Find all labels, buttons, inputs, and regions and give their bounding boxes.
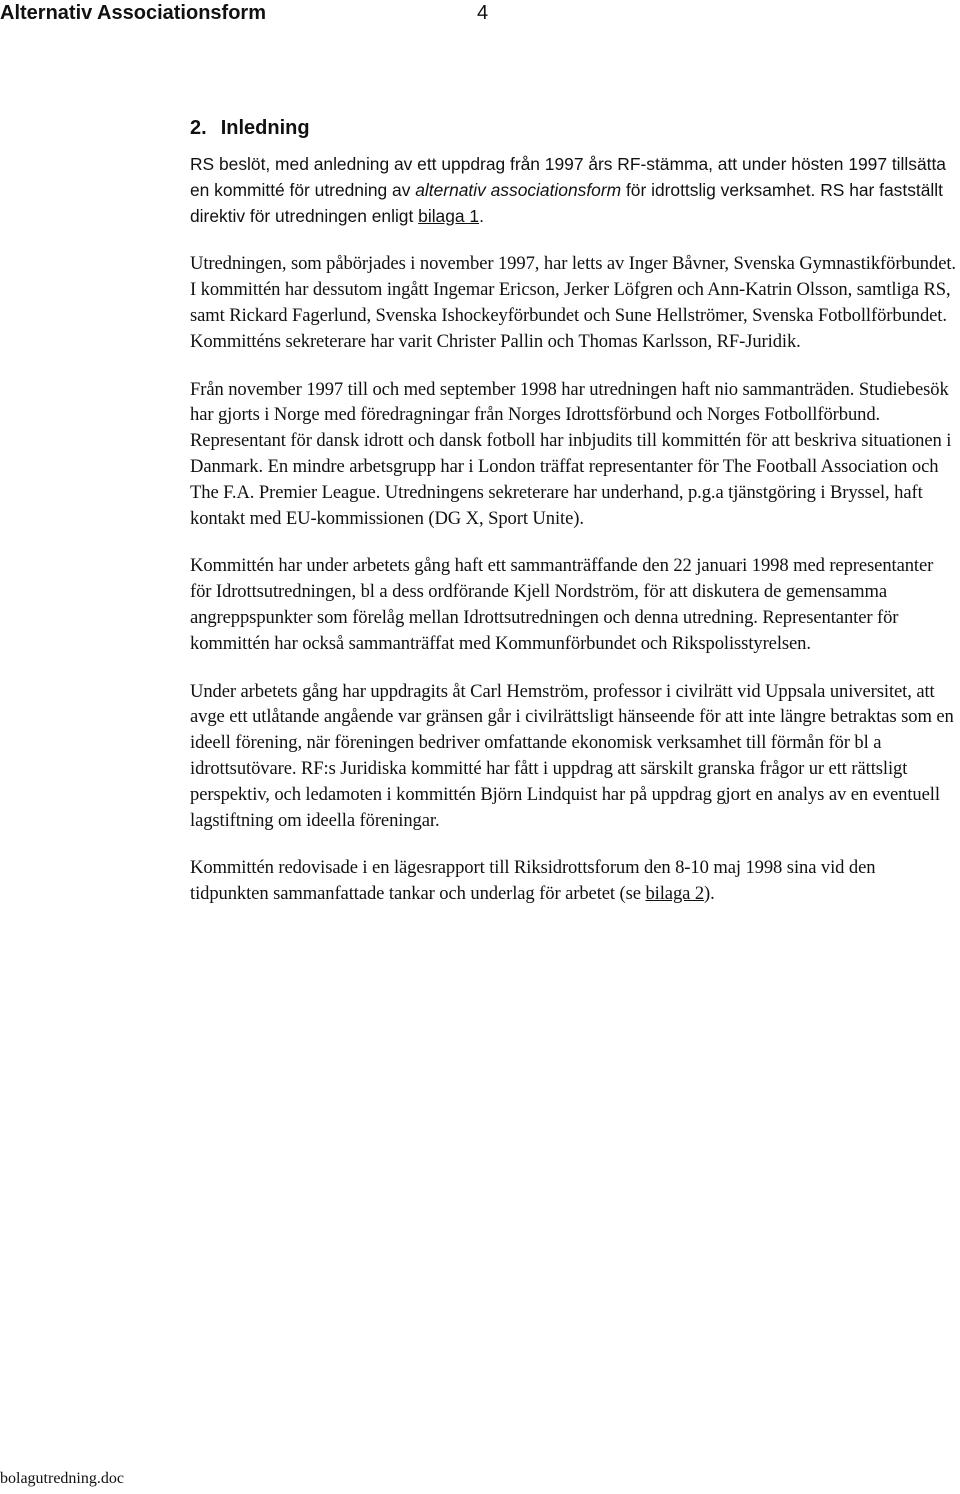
paragraph-idrottsutredningen: Kommittén har under arbetets gång haft ett sammanträffande den 22 januari 1998 med representanter för Idrottsutredningen, bl a dess ordförande Kjell Nordström, för att diskutera de gemensamma angreppspunkter som förelåg mellan Idrottsutredningen och denna utredning. Representanter för kommittén har också sammanträffat med Kommunförbundet och Rikspolisstyrelsen. — [190, 555, 934, 654]
page-header — [0, 0, 489, 28]
paragraph-text: för idrottslig verksamhet. RS har fastställt direktiv för utredningen enligt — [190, 179, 943, 226]
bilaga-1-link[interactable]: bilaga 1 — [418, 205, 480, 226]
document-body — [190, 152, 956, 929]
paragraph-committee: Utredningen, som påbörjades i november 1997, har letts av Inger Båvner, Svenska Gymnastikförbundet. I kommittén har dessutom ingått Ingemar Ericson, Jerker Löfgren och Ann-Katrin Olsson, samtliga RS, samt Rickard Fagerlund, Svenska Ishockeyförbundet och Sune Hellströmer, Svenska Fotbollförbundet. Kommitténs sekreterare har varit Christer Pallin och Thomas Karlsson, RF-Juridik. — [190, 253, 956, 352]
document-title: Alternativ Associationsform — [0, 2, 266, 24]
paragraph-text: ). — [704, 883, 715, 905]
section-title: Inledning — [220, 117, 310, 139]
paragraph-text: . — [479, 205, 484, 226]
footer-filename: bolagutredning.doc — [0, 1470, 124, 1487]
section-heading — [190, 115, 310, 141]
paragraph-meetings: Från november 1997 till och med september 1998 har utredningen haft nio sammanträden. Studiebesök har gjorts i Norge med föredragningar från Norges Idrottsförbund och Norges Fotbollförbund. Representant för dansk idrott och dansk fotboll har inbjudits till kommittén för att beskriva situationen i Danmark. En mindre arbetsgrupp har i London träffat representanter för The Football Association och The F.A. Premier League. Utredningens sekreterare har underhand, p.g.a tjänstgöring i Bryssel, haft kontakt med EU-kommissionen (DG X, Sport Unite). — [190, 378, 952, 529]
bilaga-2-link[interactable]: bilaga 2 — [645, 883, 705, 905]
emphasized-term: alternativ associationsform — [415, 179, 622, 200]
paragraph-text: RS beslöt, med anledning av ett uppdrag från 1997 års RF-stämma, att under hösten 1997 tillsätta en kommitté för utredning av — [190, 154, 946, 200]
section-number: 2. — [190, 117, 207, 139]
paragraph-text: Kommittén redovisade i en lägesrapport till Riksidrottsforum den 8-10 maj 1998 sina vid den tidpunkten sammanfattade tankar och underlag för arbetet (se — [190, 857, 876, 905]
paragraph-legal-opinion: Under arbetets gång har uppdragits åt Carl Hemström, professor i civilrätt vid Uppsala universitet, att avge ett utlåtande angående var gränsen går i civilrättsligt hänseende för att inte längre betraktas som en ideell förening, när föreningen bedriver omfattande ekonomisk verksamhet till förmån för bl a idrottsutövare. RF:s Juridiska kommitté har fått i uppdrag att särskilt granska frågor ur ett rättsligt perspektiv, och ledamoten i kommittén Björn Lindquist har på uppdrag gjort en analys av en eventuell lagstiftning om ideella föreningar. — [190, 680, 954, 831]
paragraph-assignment — [190, 152, 956, 229]
paragraph-status-report — [190, 855, 956, 907]
page-number: 4 — [477, 2, 489, 24]
